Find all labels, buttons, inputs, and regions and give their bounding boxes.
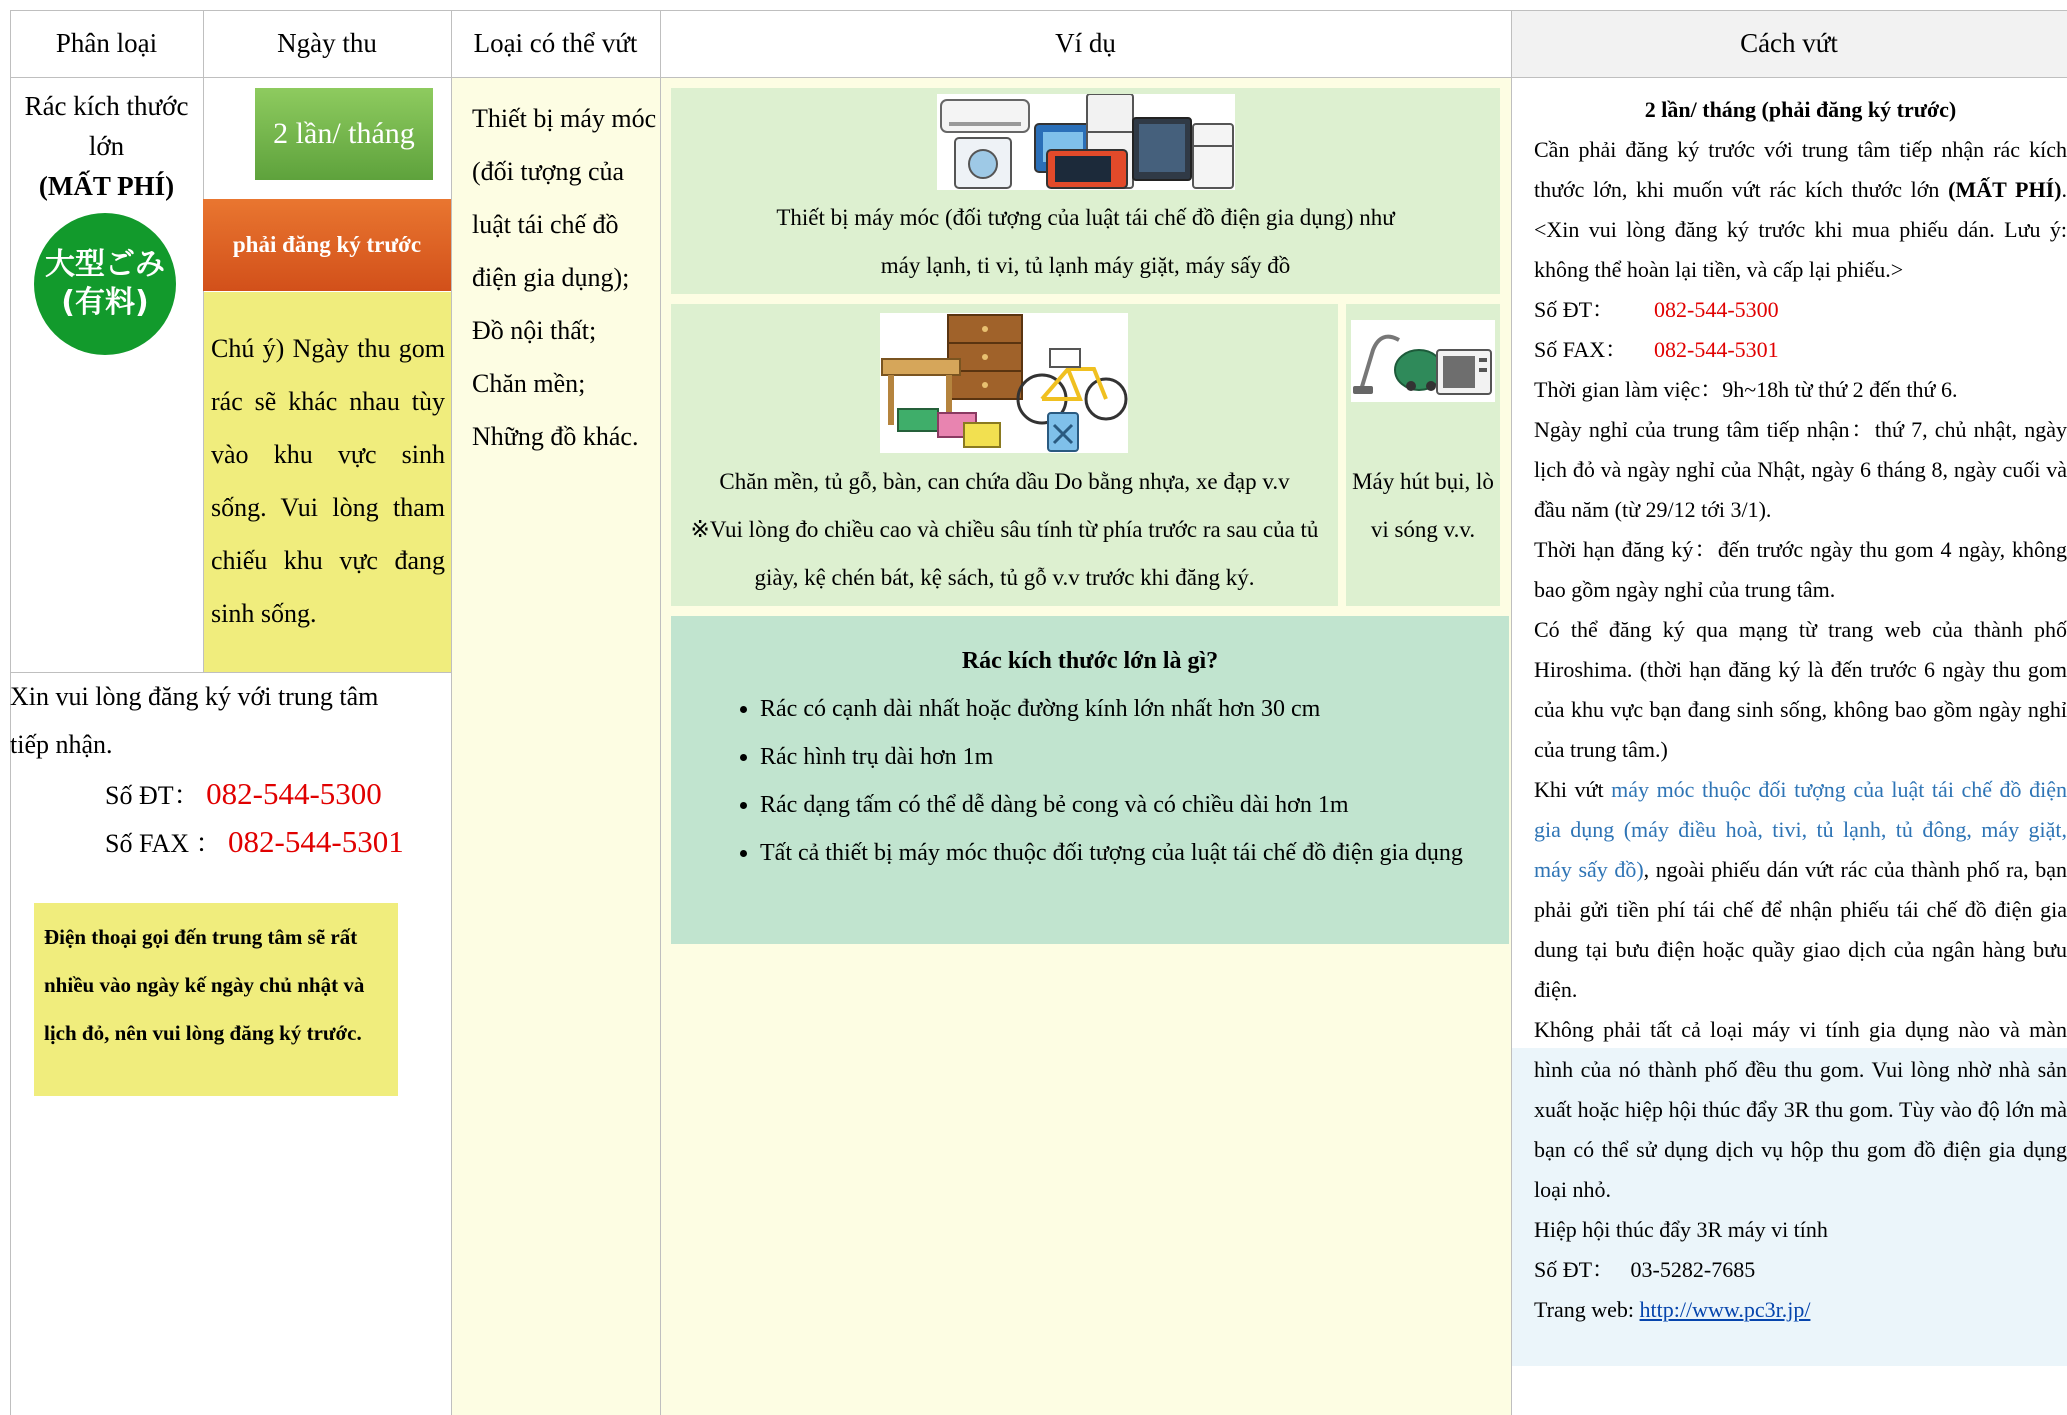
pc-website	[1534, 1290, 2067, 1330]
definition-item-4: • Tất cả thiết bị máy móc thuộc đối tượng của luật tái chế đồ điện gia dụng	[760, 829, 1480, 877]
definition-title: Rác kích thước lớn là gì?	[961, 648, 1219, 674]
header-examples: Ví dụ	[1055, 28, 1116, 58]
badge-line1: 大型ごみ	[45, 247, 165, 282]
category-title-line1: Rác kích thước	[24, 91, 189, 121]
disposal-registration-paragraph	[1534, 130, 2067, 290]
type-appliances: Thiết bị máy móc (đối tượng của luật tái chế đồ điện gia dụng);	[472, 104, 657, 292]
disposal-holidays: Ngày nghỉ của trung tâm tiếp nhận：thứ 7, chủ nhật, ngày lịch đỏ và ngày nghỉ của Nhật, ngày 6 tháng 8, ngày cuối và đầu năm (từ 29/12 tới 3/1).	[1534, 417, 2067, 522]
furniture-illustration	[880, 313, 1128, 453]
disposal-heading: 2 lần/ tháng (phải đăng ký trước)	[1644, 97, 1957, 122]
header-bottom-border	[10, 77, 2067, 78]
disposal-tel	[1534, 290, 2067, 330]
disposal-recycle-a: Khi vứt	[1534, 777, 1612, 802]
col-line-3	[660, 10, 661, 1415]
category-fax-value: 082-544-5301	[228, 824, 404, 859]
category-title	[10, 86, 203, 206]
disposal-fax-label: Số FAX：	[1534, 337, 1628, 362]
pc-web-label: Trang web:	[1534, 1297, 1640, 1322]
disposal-recycle-link: máy móc thuộc đối tượng của luật tái chế đồ điện gia dụng (máy điều hoà, tivi, tủ lạnh, tủ đông, máy giặt, máy sấy đồ)	[1534, 777, 2067, 882]
disposal-p1-b: . <Xin vui lòng đăng ký trước khi mua phiếu dán. Lưu ý: không thể hoàn lại tiền, và cấp lại phiếu.>	[1534, 177, 2067, 282]
definition-item-2: • Rác hình trụ dài hơn 1m	[760, 733, 1480, 781]
col-line-2	[451, 10, 452, 1415]
types-list	[472, 92, 657, 463]
disposal-p1-fee: (MẤT PHÍ)	[1948, 177, 2062, 202]
type-bedding: Chăn mền;	[472, 369, 586, 398]
header-disposal: Cách vứt	[1740, 28, 1838, 58]
disposal-tel-value: 082-544-5300	[1654, 297, 1779, 322]
register-line2: tiếp nhận.	[10, 730, 113, 759]
disposal-p1-a: Cần phải đăng ký trước với trung tâm tiếp nhận rác kích thước lớn, khi muốn vứt rác kích thước lớn	[1534, 137, 2067, 202]
badge-line2: (有料)	[61, 285, 149, 320]
definition-list-wrap	[700, 685, 1480, 877]
pc-web-link[interactable]: http://www.pc3r.jp/	[1639, 1297, 1811, 1322]
type-furniture: Đồ nội thất;	[472, 316, 597, 345]
type-others: Những đồ khác.	[472, 422, 639, 451]
disposal-hours: Thời gian làm việc：9h~18h từ thứ 2 đến thứ 6.	[1534, 377, 1958, 402]
furniture-measure-note: ※Vui lòng đo chiều cao và chiều sâu tính từ phía trước ra sau của tủ giày, kệ chén bát, kệ sách, tủ gỗ v.v trước khi đăng ký.	[690, 517, 1319, 590]
header-category: Phân loại	[55, 28, 158, 58]
register-line1: Xin vui lòng đăng ký với trung tâm	[10, 682, 379, 711]
vacuum-caption: Máy hút bụi, lò vi sóng v.v.	[1352, 469, 1494, 542]
disposal-recycle	[1534, 770, 2067, 1010]
pc-association: Hiệp hội thúc đẩy 3R máy vi tính	[1534, 1217, 1828, 1242]
disposal-online: Có thể đăng ký qua mạng từ trang web của thành phố Hiroshima. (thời hạn đăng ký là đến trước 6 ngày thu gom của khu vực bạn đang sinh sống, không bao gồm ngày nghỉ của trung tâm.)	[1534, 617, 2067, 762]
disposal-column	[1534, 90, 2067, 1330]
category-fax-label: Số FAX ：	[105, 829, 222, 858]
appliances-caption: Thiết bị máy móc (đối tượng của luật tái chế đồ điện gia dụng) như máy lạnh, ti vi, tủ lạnh máy giặt, máy sấy đồ	[776, 205, 1395, 278]
col-line-1	[203, 10, 204, 672]
definition-item-1: • Rác có cạnh dài nhất hoặc đường kính lớn nhất hơn 30 cm	[760, 685, 1480, 733]
pc-recycling-text: Không phải tất cả loại máy vi tính gia dụng nào và màn hình của nó thành phố đều thu gom. Vui lòng nhờ nhà sản xuất hoặc hiệp hội thúc đẩy 3R thu gom. Tùy vào độ lớn mà bạn có thể sử dụng dịch vụ hộp thu gom đồ điện gia dụng loại nhỏ.	[1534, 1017, 2067, 1202]
furniture-caption: Chăn mền, tủ gỗ, bàn, can chứa dầu Do bằng nhựa, xe đạp v.v	[719, 469, 1290, 494]
collection-note: Chú ý) Ngày thu gom rác sẽ khác nhau tùy vào khu vực sinh sống. Vui lòng tham chiếu khu vực đang sinh sống.	[211, 334, 445, 628]
category-fax	[105, 818, 450, 868]
disposal-recycle-b: , ngoài phiếu dán vứt rác của thành phố ra, bạn phải gửi tiền phí tái chế để nhận phiếu tái chế đồ điện gia dung tại bưu điện hoặc quầy giao dịch của ngân hàng bưu điện.	[1534, 857, 2067, 1002]
large-garbage-badge	[34, 213, 176, 355]
appliances-illustration	[937, 94, 1235, 190]
disposal-deadline: Thời hạn đăng ký：đến trước ngày thu gom 4 ngày, không bao gồm ngày nghỉ của trung tâm.	[1534, 537, 2067, 602]
registration-required-bar: phải đăng ký trước	[203, 199, 451, 291]
definition-list	[700, 685, 1480, 877]
category-tel-label: Số ĐT：	[105, 781, 200, 810]
category-tel-value: 082-544-5300	[206, 776, 382, 811]
frequency-button: 2 lần/ tháng	[255, 88, 433, 180]
register-instruction	[10, 673, 450, 769]
category-tel	[105, 770, 450, 820]
header-types: Loại có thể vứt	[473, 28, 638, 58]
disposal-tel-label: Số ĐT：	[1534, 297, 1615, 322]
disposal-fax-value: 082-544-5301	[1654, 337, 1779, 362]
header-collection-day: Ngày thu	[277, 28, 377, 58]
category-fee: (MẤT PHÍ)	[38, 171, 175, 201]
vacuum-microwave-illustration	[1351, 320, 1495, 402]
call-volume-note: Điện thoại gọi đến trung tâm sẽ rất nhiều vào ngày kế ngày chủ nhật và lịch đỏ, nên vui lòng đăng ký trước.	[34, 903, 398, 1096]
disposal-fax	[1534, 330, 2067, 370]
pc-tel: Số ĐT： 03-5282-7685	[1534, 1257, 1756, 1282]
category-title-line2: lớn	[88, 131, 125, 161]
definition-item-3: • Rác dạng tấm có thể dễ dàng bẻ cong và có chiều dài hơn 1m	[760, 781, 1480, 829]
